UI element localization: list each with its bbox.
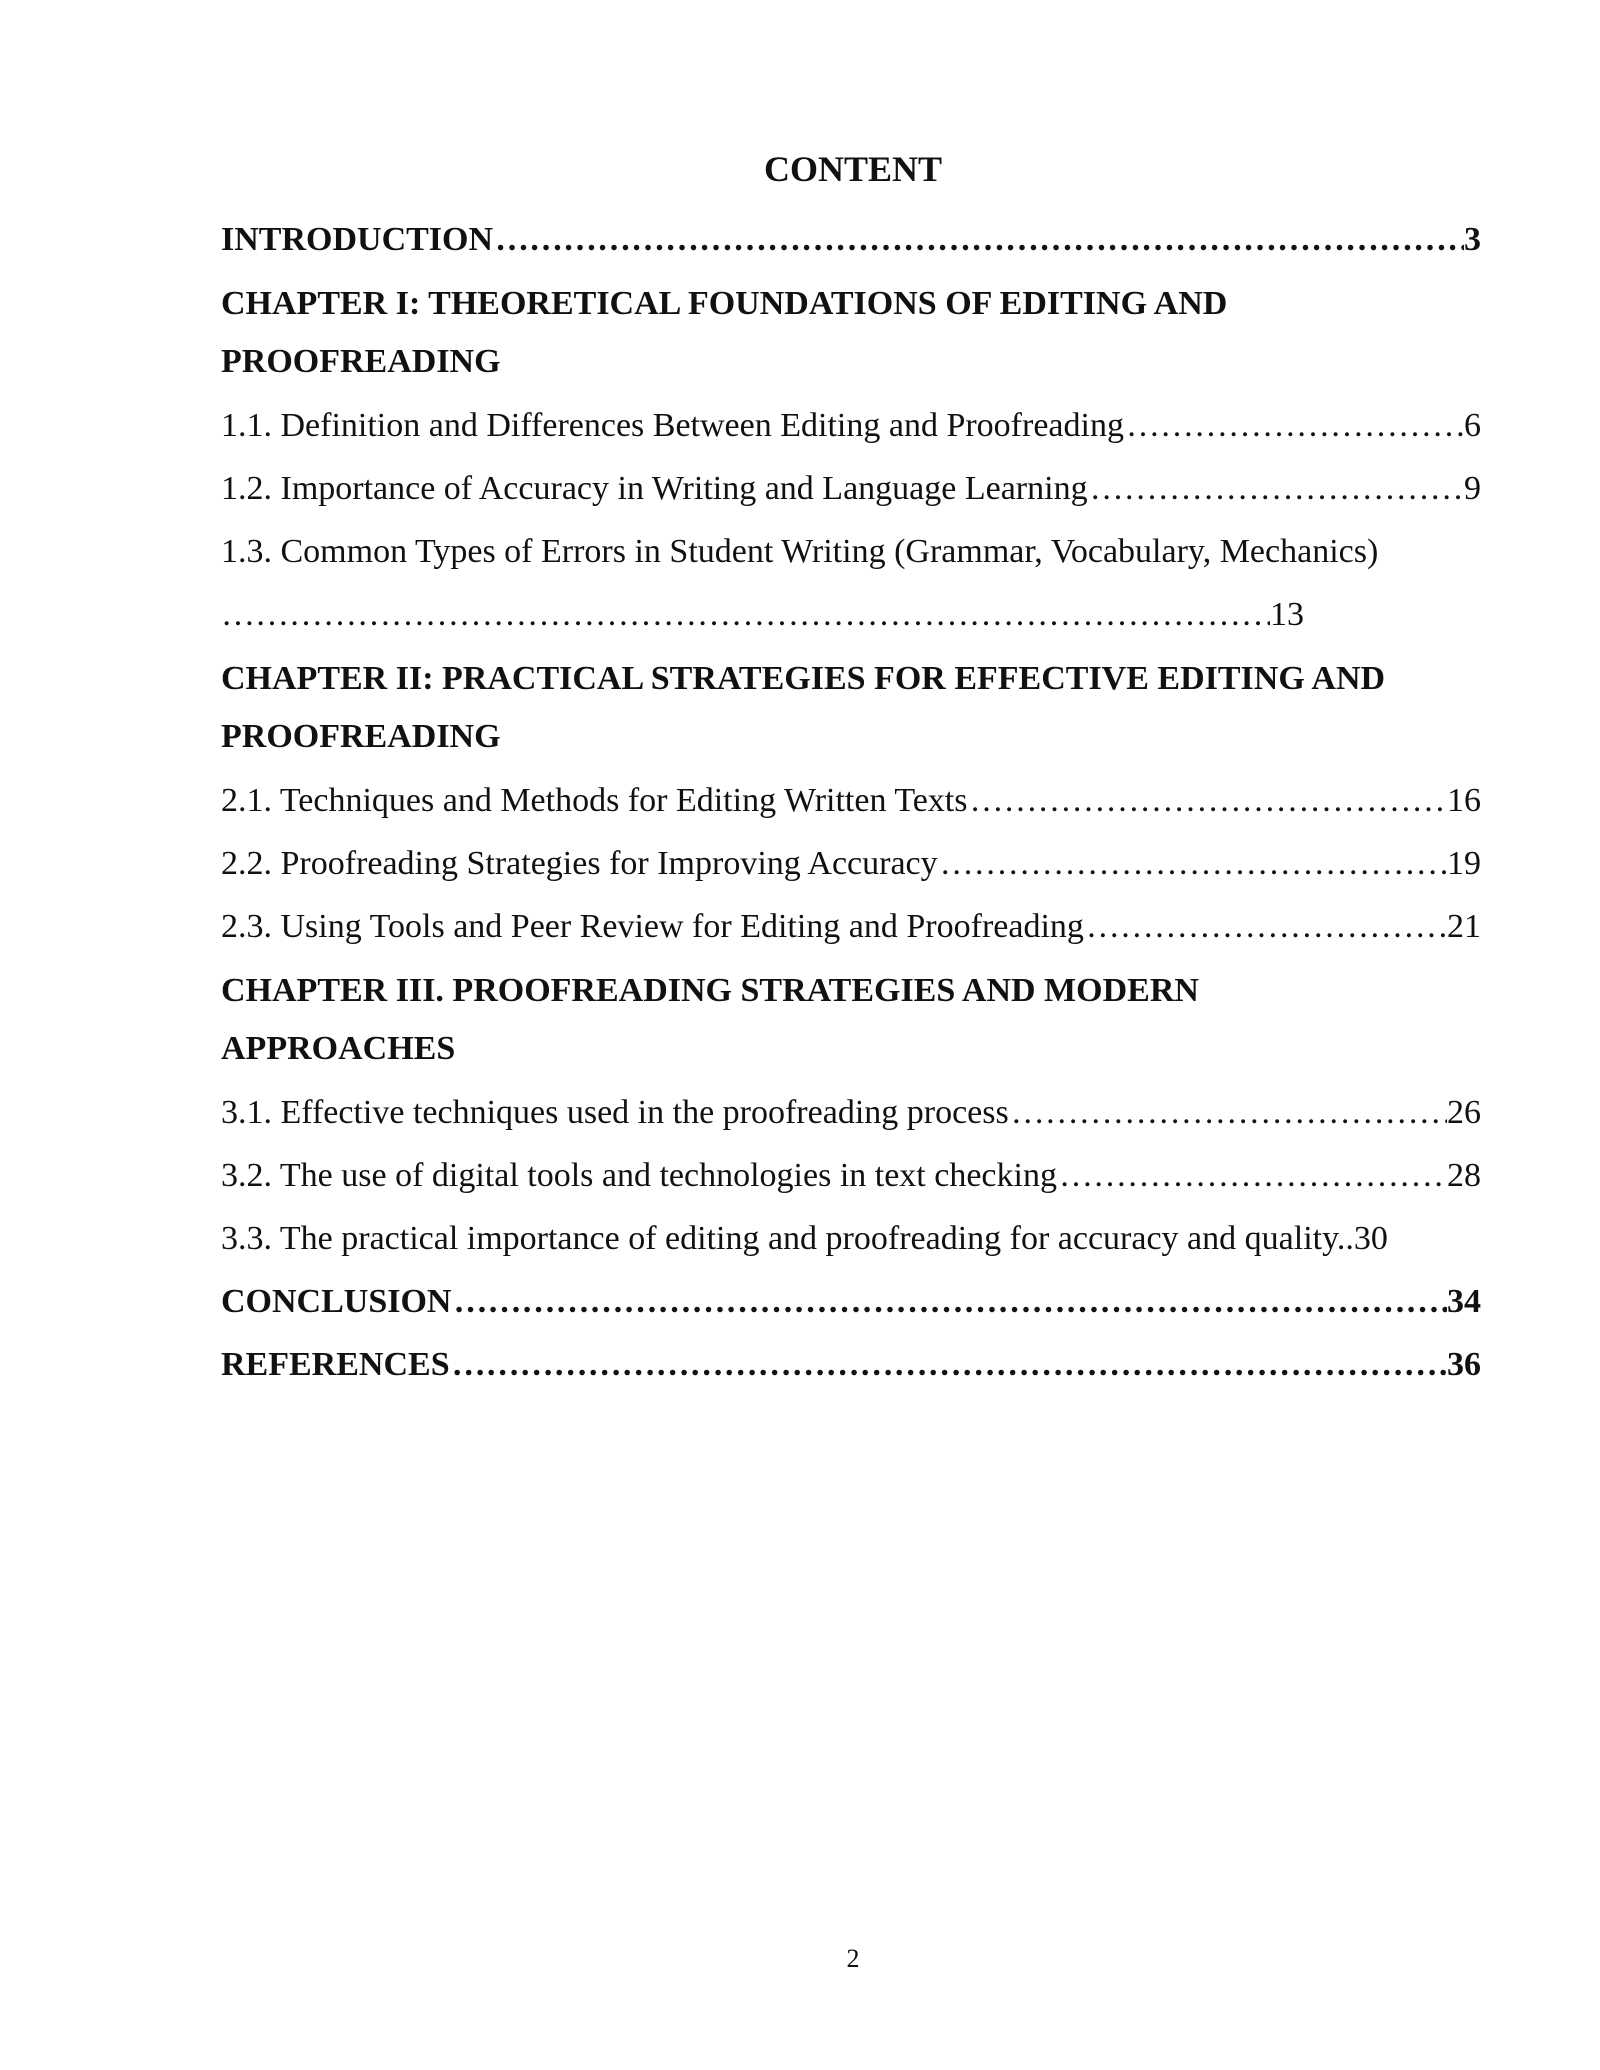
page-title: CONTENT [763,149,943,189]
toc-page-number: 21 [1447,908,1481,945]
toc-entry-label: CONCLUSION [221,1283,452,1320]
chapter-2-heading-cont[interactable] [221,710,1481,763]
dot-leader [1084,895,1447,958]
toc-page-number: 34 [1447,1283,1481,1320]
toc-page-number: 6 [1464,407,1481,444]
dot-leader [493,208,1464,271]
chapter-3-heading-cont[interactable] [221,1022,1481,1075]
toc-entry-1-1[interactable] [221,394,1481,457]
toc-entry-label: 3.1. Effective techniques used in the proofreading process [221,1094,1009,1131]
chapter-heading-line: APPROACHES [221,1030,456,1067]
chapter-heading-line: CHAPTER II: PRACTICAL STRATEGIES FOR EFFECTIVE EDITING AND [221,660,1386,697]
toc-entry-1-3[interactable] [221,520,1481,583]
toc-page-number: 3 [1464,221,1481,258]
toc-page-number: 28 [1447,1157,1481,1194]
toc-entry-label: REFERENCES [221,1346,450,1383]
toc-entry-label: 1.3. Common Types of Errors in Student Writing (Grammar, Vocabulary, Mechanics) [221,533,1379,570]
dot-leader [968,769,1448,832]
dot-leader [1009,1081,1447,1144]
chapter-1-heading[interactable] [221,275,1481,333]
toc-entry-1-2[interactable] [221,457,1481,520]
toc-entry-label: 3.2. The use of digital tools and technologies in text checking [221,1157,1057,1194]
toc-entry-introduction[interactable] [221,208,1481,271]
toc-entry-label: 2.2. Proofreading Strategies for Improving Accuracy [221,845,938,882]
toc-entry-2-2[interactable] [221,832,1481,895]
dot-leader [1057,1144,1447,1207]
toc-entry-label: 1.1. Definition and Differences Between Editing and Proofreading [221,407,1124,444]
chapter-1-heading-cont[interactable] [221,335,1481,388]
toc-page-number: 13 [1270,596,1304,633]
toc-page-number: 16 [1447,782,1481,819]
toc-entry-references[interactable] [221,1333,1481,1396]
toc-entry-label: 2.3. Using Tools and Peer Review for Editing and Proofreading [221,908,1084,945]
dot-leader [221,583,1270,646]
toc-page-number: 30 [1353,1220,1388,1257]
toc-entry-label: 3.3. The practical importance of editing and proofreading for accuracy and quality.. [221,1220,1354,1257]
toc-entry-2-3[interactable] [221,895,1481,958]
toc-entry-conclusion[interactable] [221,1270,1481,1333]
chapter-heading-line: CHAPTER III. PROOFREADING STRATEGIES AND MODERN [221,972,1199,1009]
toc-entry-label: INTRODUCTION [221,221,494,258]
dot-leader [938,832,1447,895]
chapter-heading-line: PROOFREADING [221,718,501,755]
toc-page-number: 36 [1447,1346,1481,1383]
chapter-3-heading[interactable] [221,962,1481,1020]
toc-entry-3-2[interactable] [221,1144,1481,1207]
toc-entry-label: 2.1. Techniques and Methods for Editing Written Texts [221,782,968,819]
toc-page-number: 9 [1464,470,1481,507]
toc-entry-label: 1.2. Importance of Accuracy in Writing and Language Learning [221,470,1088,507]
dot-leader [451,1270,1447,1333]
dot-leader [450,1333,1447,1396]
page-number: 2 [846,1944,860,1973]
toc-entry-3-1[interactable] [221,1081,1481,1144]
toc-page-number: 19 [1447,845,1481,882]
chapter-heading-line: PROOFREADING [221,343,501,380]
dot-leader [1088,457,1464,520]
table-of-contents [221,208,1481,1396]
chapter-2-heading[interactable] [221,650,1481,708]
dot-leader [1124,394,1464,457]
chapter-heading-line: CHAPTER I: THEORETICAL FOUNDATIONS OF EDITING AND [221,285,1228,322]
toc-entry-1-3-cont[interactable] [221,583,1481,646]
toc-page-number: 26 [1447,1094,1481,1131]
toc-entry-2-1[interactable] [221,769,1481,832]
toc-entry-3-3[interactable] [221,1207,1481,1270]
